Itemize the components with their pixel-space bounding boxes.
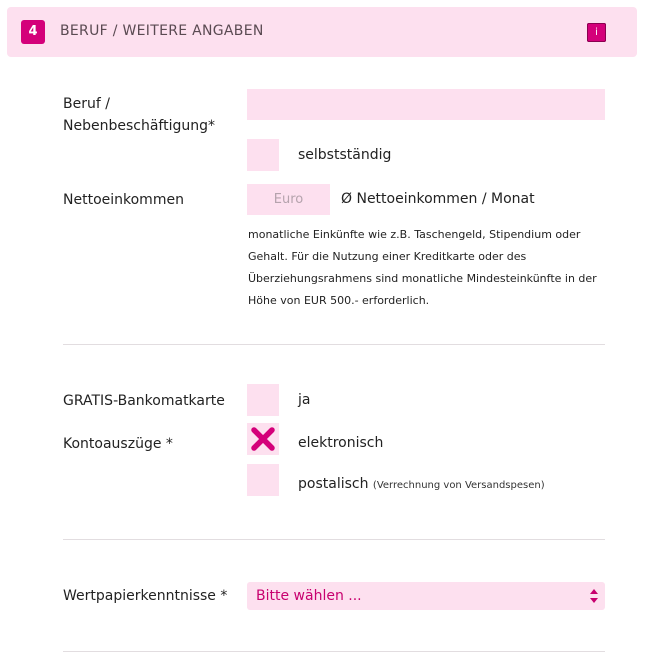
postal-label (298, 476, 545, 492)
statements-label: Kontoauszüge * (63, 436, 173, 452)
section-header (7, 7, 637, 57)
income-label: Nettoeinkommen (63, 192, 184, 208)
checkmark-x-icon (247, 423, 279, 455)
info-button[interactable]: i (587, 23, 606, 42)
electronic-checkbox[interactable] (247, 423, 279, 455)
section-title: BERUF / WEITERE ANGABEN (60, 23, 264, 39)
income-input[interactable] (247, 184, 330, 215)
self-employed-checkbox[interactable] (247, 139, 279, 171)
securities-select[interactable] (247, 582, 605, 610)
self-employed-label: selbstständig (298, 147, 392, 163)
income-suffix: Ø Nettoeinkommen / Monat (341, 191, 535, 207)
occupation-label-line1: Beruf / (63, 96, 110, 112)
securities-label: Wertpapierkenntnisse * (63, 588, 228, 604)
securities-select-value: Bitte wählen ... (256, 588, 362, 604)
occupation-label (63, 93, 215, 137)
bank-card-checkbox[interactable] (247, 384, 279, 416)
select-updown-icon (589, 587, 599, 605)
divider (63, 344, 605, 345)
step-number-badge: 4 (21, 20, 45, 44)
postal-label-text: postalisch (298, 476, 369, 492)
occupation-label-line2: Nebenbeschäftigung* (63, 118, 215, 134)
electronic-label: elektronisch (298, 435, 384, 451)
divider (63, 651, 605, 652)
occupation-input[interactable] (247, 89, 605, 120)
bank-card-option-label: ja (298, 392, 311, 408)
postal-note: (Verrechnung von Versandspesen) (372, 480, 545, 491)
income-help-text: monatliche Einkünfte wie z.B. Taschengeld, Stipendium oder Gehalt. Für die Nutzung einer Kreditkarte oder des Überziehungsrahmens sind monatliche Mindesteinkünfte in der Höhe von EUR 500.- erforderlich. (248, 228, 597, 307)
bank-card-label: GRATIS-Bankomatkarte (63, 393, 225, 409)
divider (63, 539, 605, 540)
postal-checkbox[interactable] (247, 464, 279, 496)
